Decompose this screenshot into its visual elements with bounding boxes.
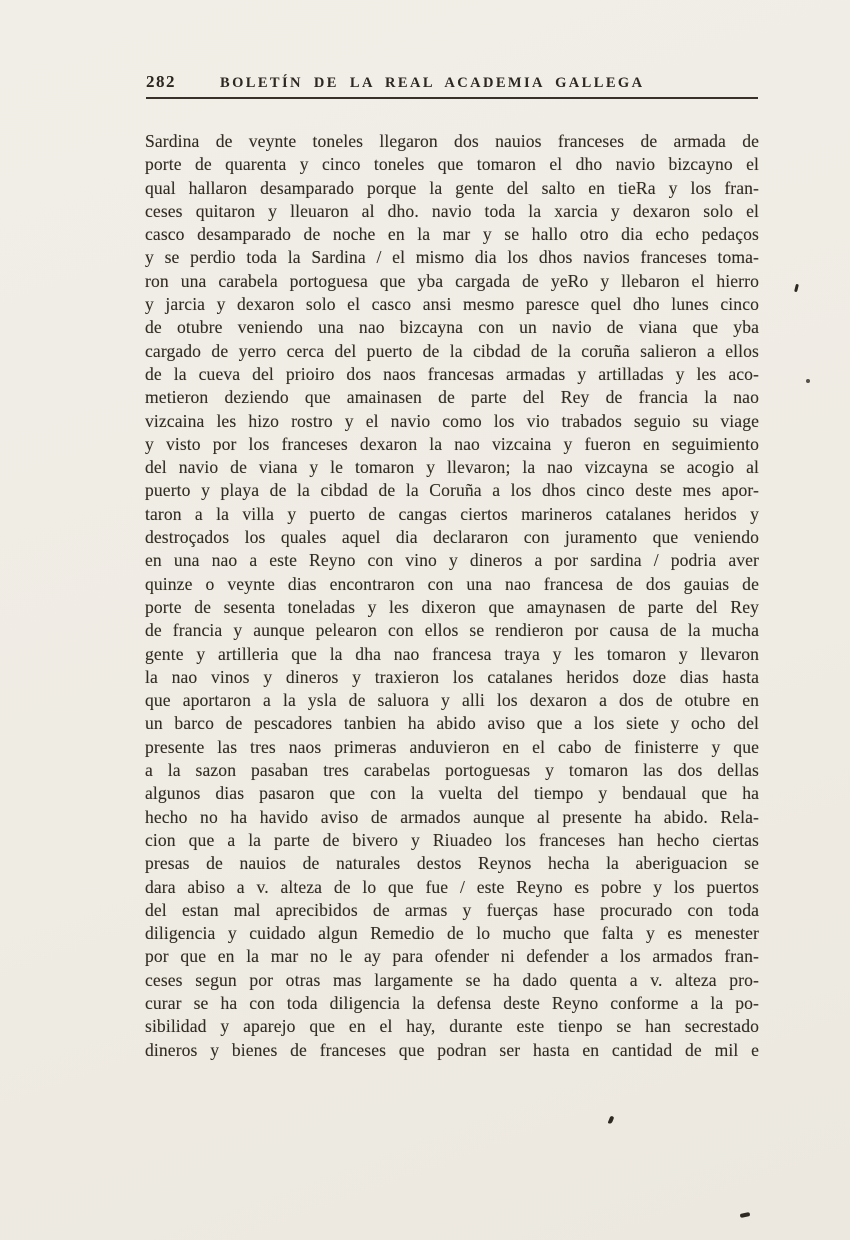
text-line: metieron deziendo que amainasen de parte del Rey de francia la nao bbox=[145, 387, 759, 408]
text-line: de la cueva del prioiro dos naos francesas armadas y artilladas y les aco- bbox=[145, 363, 759, 384]
text-line: ron una carabela portoguesa que yba cargada de yeRo y llebaron el hierro bbox=[145, 270, 759, 291]
text-line: a la sazon pasaban tres carabelas portoguesas y tomaron las dos dellas bbox=[145, 760, 759, 781]
text-line: porte de quarenta y cinco toneles que tomaron el dho navio bizcayno el bbox=[145, 154, 759, 175]
text-line: destroçados los quales aquel dia declararon con juramento que veniendo bbox=[145, 527, 759, 548]
text-line: taron a la villa y puerto de cangas ciertos marineros catalanes heridos y bbox=[145, 503, 759, 524]
text-line: la nao vinos y dineros y traxieron los catalanes heridos doze dias hasta bbox=[145, 666, 759, 687]
text-line: dara abiso a v. alteza de lo que fue / este Reyno es pobre y los puertos bbox=[145, 876, 759, 897]
text-line: casco desamparado de noche en la mar y se hallo otro dia echo pedaços bbox=[145, 224, 759, 245]
text-line: un barco de pescadores tanbien ha abido aviso que a los siete y ocho del bbox=[145, 713, 759, 734]
text-line: presente las tres naos primeras anduvieron en el cabo de finisterre y que bbox=[145, 736, 759, 757]
text-line: qual hallaron desamparado porque la gente del salto en tieRa y los fran- bbox=[145, 177, 759, 198]
text-line: cargado de yerro cerca del puerto de la cibdad de la coruña salieron a ellos bbox=[145, 340, 759, 361]
body-text bbox=[145, 130, 759, 1062]
text-line: dineros y bienes de franceses que podran ser hasta en cantidad de mil e bbox=[145, 1039, 759, 1060]
text-line: y jarcia y dexaron solo el casco ansi mesmo paresce quel dho lunes cinco bbox=[145, 294, 759, 315]
text-line: quinze o veynte dias encontraron con una nao francesa de dos gauias de bbox=[145, 573, 759, 594]
ink-speck bbox=[794, 284, 799, 292]
page-number: 282 bbox=[146, 72, 176, 91]
text-line: y se perdio toda la Sardina / el mismo dia los dhos navios franceses toma- bbox=[145, 247, 759, 268]
text-line: puerto y playa de la cibdad de la Coruña a los dhos cinco deste mes apor- bbox=[145, 480, 759, 501]
text-line: ceses segun por otras mas largamente se ha dado quenta a v. alteza pro- bbox=[145, 969, 759, 990]
text-line: sibilidad y aparejo que en el hay, durante este tienpo se han secrestado bbox=[145, 1016, 759, 1037]
text-line: del estan mal aprecibidos de armas y fuerças hase procurado con toda bbox=[145, 899, 759, 920]
text-line: que aportaron a la ysla de saluora y alli los dexaron a dos de otubre en bbox=[145, 690, 759, 711]
header-rule bbox=[146, 97, 758, 99]
page-header bbox=[146, 72, 760, 92]
text-line: gente y artilleria que la dha nao francesa traya y les tomaron y llevaron bbox=[145, 643, 759, 664]
text-line: presas de nauios de naturales destos Reynos hecha la aberiguacion se bbox=[145, 853, 759, 874]
ink-speck bbox=[608, 1116, 615, 1125]
text-line: de francia y aunque pelearon con ellos se rendieron por causa de la mucha bbox=[145, 620, 759, 641]
text-line: porte de sesenta toneladas y les dixeron que amaynasen de parte del Rey bbox=[145, 596, 759, 617]
text-line: cion que a la parte de bivero y Riuadeo los franceses han hecho ciertas bbox=[145, 829, 759, 850]
journal-title: BOLETÍN DE LA REAL ACADEMIA GALLEGA bbox=[220, 75, 645, 91]
text-line: ceses quitaron y lleuaron al dho. navio toda la xarcia y dexaron solo el bbox=[145, 200, 759, 221]
text-line: por que en la mar no le ay para ofender ni defender a los armados fran- bbox=[145, 946, 759, 967]
text-line: diligencia y cuidado algun Remedio de lo mucho que falta y es menester bbox=[145, 923, 759, 944]
text-line: en una nao a este Reyno con vino y dineros a por sardina / podria aver bbox=[145, 550, 759, 571]
text-line: del navio de viana y le tomaron y llevaron; la nao vizcayna se acogio al bbox=[145, 457, 759, 478]
ink-speck bbox=[740, 1212, 751, 1218]
text-line: hecho no ha havido aviso de armados aunque al presente ha abido. Rela- bbox=[145, 806, 759, 827]
ink-speck bbox=[806, 379, 810, 383]
text-line: vizcaina les hizo rostro y el navio como los vio trabados seguio su viage bbox=[145, 410, 759, 431]
text-line: Sardina de veynte toneles llegaron dos nauios franceses de armada de bbox=[145, 131, 759, 151]
text-line: y visto por los franceses dexaron la nao vizcaina y fueron en seguimiento bbox=[145, 433, 759, 454]
text-line: algunos dias pasaron que con la vuelta del tiempo y bendaual que ha bbox=[145, 783, 759, 804]
text-line: de otubre veniendo una nao bizcayna con un navio de viana que yba bbox=[145, 317, 759, 338]
text-line: curar se ha con toda diligencia la defensa deste Reyno conforme a la po- bbox=[145, 992, 759, 1013]
